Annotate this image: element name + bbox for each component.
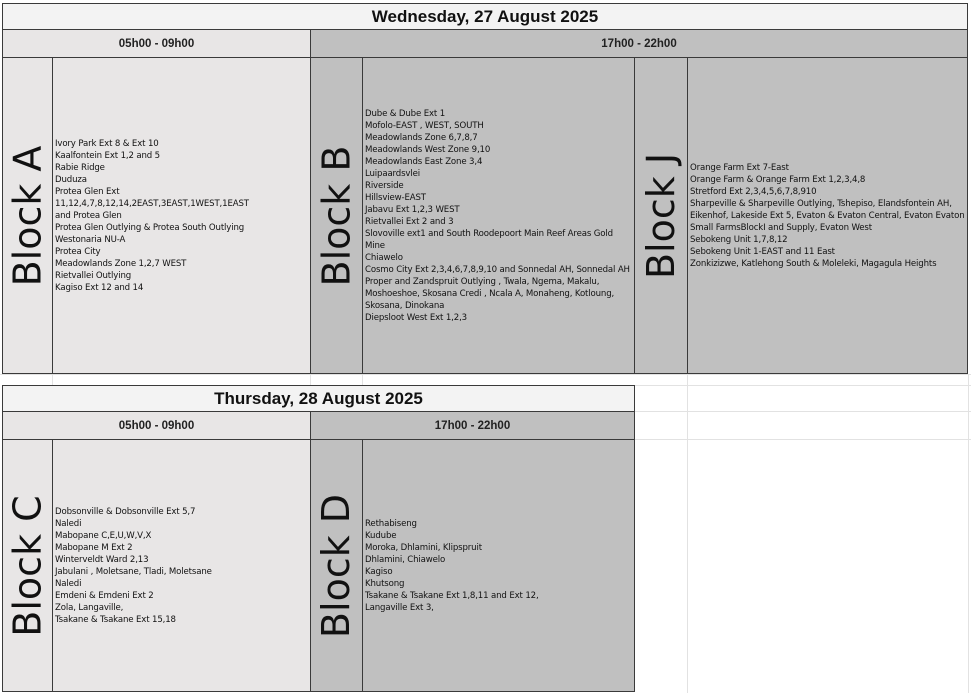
gridline bbox=[0, 374, 971, 375]
day-date: Wednesday, 27 August 2025 bbox=[371, 6, 599, 26]
area-item: Winterveldt Ward 2,13 bbox=[55, 554, 149, 565]
area-item: Cosmo City Ext 2,3,4,6,7,8,9,10 and Sonnedal AH, Sonnedal AH bbox=[365, 264, 630, 275]
area-item: Sebokeng Unit 1-EAST and 11 East bbox=[690, 246, 835, 257]
area-item: Skosana, Dinokana bbox=[365, 300, 445, 311]
time-slot-header bbox=[2, 411, 311, 440]
area-item: Ivory Park Ext 8 & Ext 10 bbox=[55, 138, 159, 149]
day-date: Thursday, 28 August 2025 bbox=[214, 388, 423, 408]
area-item: Meadowlands Zone 6,7,8,7 bbox=[365, 132, 478, 143]
area-item: Mabopane M Ext 2 bbox=[55, 542, 133, 553]
area-item: Rethabiseng bbox=[365, 518, 417, 529]
area-item: Tsakane & Tsakane Ext 1,8,11 and Ext 12, bbox=[365, 590, 539, 601]
area-item: Luipaardsvlei bbox=[365, 168, 420, 179]
area-item: and Protea Glen bbox=[55, 210, 122, 221]
area-item: Mofolo-EAST , WEST, SOUTH bbox=[365, 120, 484, 131]
area-item: Protea City bbox=[55, 246, 101, 257]
area-item: Meadowlands Zone 1,2,7 WEST bbox=[55, 258, 187, 269]
block-areas-cell bbox=[52, 439, 311, 692]
area-item: Zonkizizwe, Katlehong South & Moleleki, Magagula Heights bbox=[690, 258, 937, 269]
block-label-cell bbox=[310, 57, 363, 374]
area-list bbox=[365, 108, 630, 324]
area-list bbox=[690, 162, 965, 270]
area-item: Moshoeshoe, Skosana Credi , Ncala A, Monaheng, Kotloung, bbox=[365, 288, 615, 299]
time-slot-label: 17h00 - 22h00 bbox=[601, 37, 677, 50]
gridline bbox=[634, 411, 971, 412]
area-item: Khutsong bbox=[365, 578, 405, 589]
area-item: Kudube bbox=[365, 530, 397, 541]
area-item: Moroka, Dhlamini, Klipspruit bbox=[365, 542, 482, 553]
area-item: Slovoville ext1 and South Roodepoort Main Reef Areas Gold bbox=[365, 228, 613, 239]
area-item: Stretford Ext 2,3,4,5,6,7,8,910 bbox=[690, 186, 817, 197]
time-slot-header bbox=[2, 29, 311, 58]
area-item: Tsakane & Tsakane Ext 15,18 bbox=[55, 614, 176, 625]
block-label: Block D bbox=[314, 493, 359, 638]
time-slot-header bbox=[310, 411, 635, 440]
block-label: Block C bbox=[5, 494, 50, 637]
area-item: Hillsview-EAST bbox=[365, 192, 426, 203]
area-item: Orange Farm & Orange Farm Ext 1,2,3,4,8 bbox=[690, 174, 866, 185]
area-item: Rabie Ridge bbox=[55, 162, 105, 173]
gridline bbox=[634, 385, 971, 386]
area-item: Meadowlands West Zone 9,10 bbox=[365, 144, 491, 155]
area-item: Proper and Zandspruit Outlying , Twala, Ngema, Makalu, bbox=[365, 276, 600, 287]
day-date-header bbox=[2, 3, 968, 30]
block-areas-cell bbox=[362, 439, 635, 692]
block-label-cell bbox=[634, 57, 688, 374]
area-item: Riverside bbox=[365, 180, 404, 191]
block-label-cell bbox=[310, 439, 363, 692]
block-label: Block B bbox=[314, 145, 359, 286]
area-item: Rietvallei Ext 2 and 3 bbox=[365, 216, 454, 227]
block-label: Block J bbox=[639, 152, 683, 279]
area-item: Orange Farm Ext 7-East bbox=[690, 162, 789, 173]
area-item: Dobsonville & Dobsonville Ext 5,7 bbox=[55, 506, 196, 517]
area-item: Mine bbox=[365, 240, 385, 251]
area-item: Protea Glen Outlying & Protea South Outlying bbox=[55, 222, 245, 233]
time-slot-label: 17h00 - 22h00 bbox=[434, 419, 511, 432]
time-slot-header bbox=[310, 29, 968, 58]
area-item: Sebokeng Unit 1,7,8,12 bbox=[690, 234, 788, 245]
area-item: Naledi bbox=[55, 578, 82, 589]
area-item: Jabavu Ext 1,2,3 WEST bbox=[365, 204, 460, 215]
gridline bbox=[687, 374, 688, 693]
area-list bbox=[55, 506, 212, 626]
area-item: Jabulani , Moletsane, Tladi, Moletsane bbox=[55, 566, 212, 577]
block-areas-cell bbox=[52, 57, 311, 374]
area-item: Chiawelo bbox=[365, 252, 403, 263]
area-item: Diepsloot West Ext 1,2,3 bbox=[365, 312, 467, 323]
area-item: Small FarmsBlockI and Supply, Evaton West bbox=[690, 222, 872, 233]
block-label-cell bbox=[2, 57, 53, 374]
area-item: Kaalfontein Ext 1,2 and 5 bbox=[55, 150, 160, 161]
area-item: Emdeni & Emdeni Ext 2 bbox=[55, 590, 154, 601]
area-item: Dube & Dube Ext 1 bbox=[365, 108, 446, 119]
area-item: Naledi bbox=[55, 518, 82, 529]
area-item: Protea Glen Ext 11,12,4,7,8,12,14,2EAST,3EAST,1WEST,1EAST bbox=[55, 186, 249, 209]
area-list bbox=[55, 138, 308, 294]
time-slot-label: 05h00 - 09h00 bbox=[118, 419, 195, 432]
day-date-header bbox=[2, 385, 635, 412]
block-label: Block A bbox=[5, 145, 50, 286]
area-item: Rietvallei Outlying bbox=[55, 270, 132, 281]
area-item: Meadowlands East Zone 3,4 bbox=[365, 156, 483, 167]
area-item: Mabopane C,E,U,W,V,X bbox=[55, 530, 152, 541]
area-item: Dhlamini, Chiawelo bbox=[365, 554, 446, 565]
time-slot-label: 05h00 - 09h00 bbox=[118, 37, 195, 50]
block-areas-cell bbox=[687, 57, 968, 374]
area-item: Westonaria NU-A bbox=[55, 234, 126, 245]
area-item: Eikenhof, Lakeside Ext 5, Evaton & Evaton Central, Evaton Evaton bbox=[690, 210, 965, 221]
block-label-cell bbox=[2, 439, 53, 692]
area-item: Langaville Ext 3, bbox=[365, 602, 434, 613]
block-areas-cell bbox=[362, 57, 635, 374]
area-item: Duduza bbox=[55, 174, 87, 185]
area-item: Sharpeville & Sharpeville Outlying, Tshepiso, Elandsfontein AH, bbox=[690, 198, 952, 209]
area-item: Kagiso bbox=[365, 566, 393, 577]
area-item: Zola, Langaville, bbox=[55, 602, 124, 613]
gridline bbox=[968, 374, 969, 693]
gridline bbox=[634, 439, 971, 440]
area-item: Kagiso Ext 12 and 14 bbox=[55, 282, 144, 293]
area-list bbox=[365, 518, 539, 614]
